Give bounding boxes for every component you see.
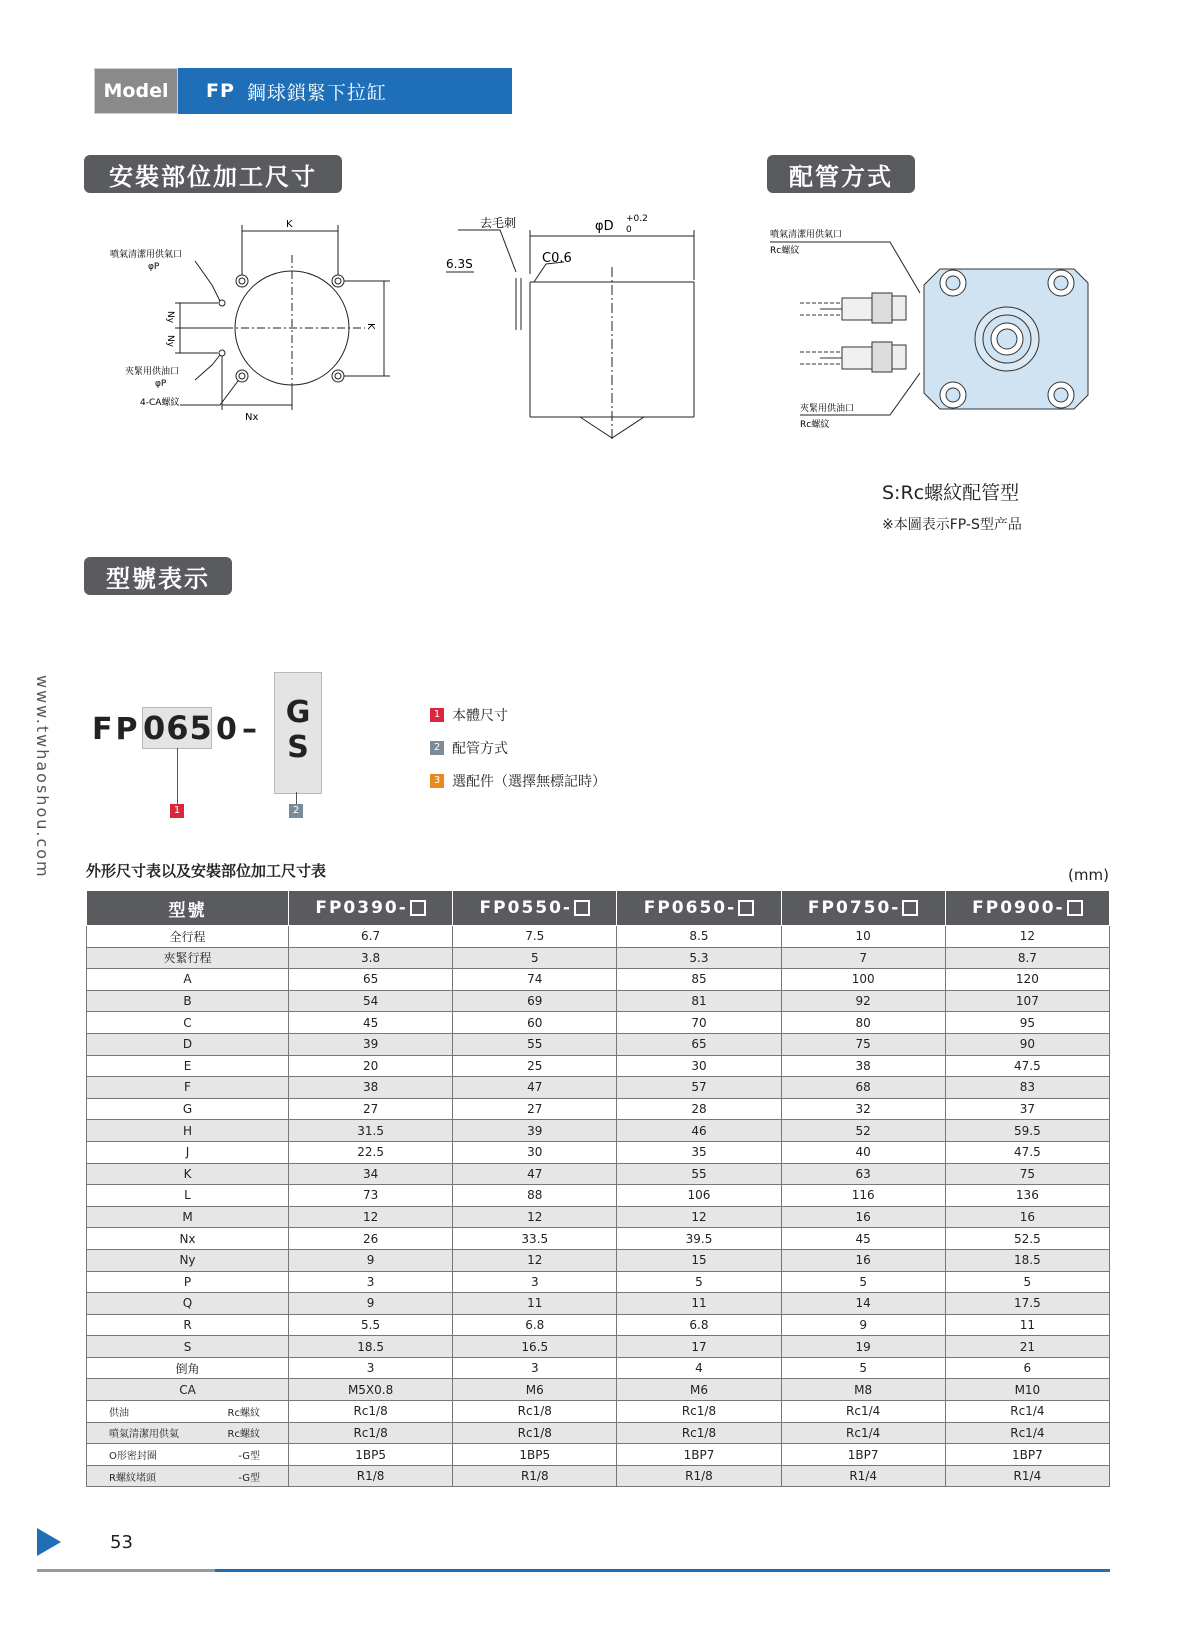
table-cell: 107 xyxy=(945,990,1109,1012)
table-cell: 4 xyxy=(617,1357,781,1379)
table-cell: 11 xyxy=(617,1293,781,1315)
header-fp0750 xyxy=(781,891,945,926)
table-cell: 8.7 xyxy=(945,947,1109,969)
table-cell: 17 xyxy=(617,1336,781,1358)
row-type: Rc螺紋 xyxy=(199,1401,289,1423)
header-fp0650 xyxy=(617,891,781,926)
section-install: 安裝部位加工尺寸 xyxy=(84,155,342,193)
table-cell: 70 xyxy=(617,1012,781,1034)
label-phi-p2: φP xyxy=(155,379,167,389)
table-cell: 90 xyxy=(945,1033,1109,1055)
table-cell: 16 xyxy=(781,1249,945,1271)
legend-item-1 xyxy=(430,705,606,725)
table-cell: 45 xyxy=(289,1012,453,1034)
piping-caption: S:Rc螺紋配管型 xyxy=(882,482,1020,504)
table-cell: 3 xyxy=(289,1271,453,1293)
table-cell: 30 xyxy=(617,1055,781,1077)
table-cell: 75 xyxy=(781,1033,945,1055)
row-label: Nx xyxy=(87,1228,289,1250)
table-cell: 80 xyxy=(781,1012,945,1034)
table-cell: 1BP7 xyxy=(945,1444,1109,1466)
table-cell: 39 xyxy=(289,1033,453,1055)
label-chamfer: C0.6 xyxy=(542,251,572,266)
row-label: Ny xyxy=(87,1249,289,1271)
table-row xyxy=(87,1336,1110,1358)
designation-prefix: FP xyxy=(92,712,141,747)
header-fp0390 xyxy=(289,891,453,926)
row-label: M xyxy=(87,1206,289,1228)
row-label: J xyxy=(87,1141,289,1163)
table-row xyxy=(87,947,1110,969)
piping-drawing xyxy=(770,225,1100,450)
row-label: B xyxy=(87,990,289,1012)
table-cell: R1/8 xyxy=(617,1465,781,1487)
placeholder-box-icon xyxy=(902,900,918,916)
legend-text-1: 本體尺寸 xyxy=(452,708,508,724)
table-cell: 37 xyxy=(945,1098,1109,1120)
table-cell: 17.5 xyxy=(945,1293,1109,1315)
table-cell: 12 xyxy=(289,1206,453,1228)
table-cell: 9 xyxy=(289,1293,453,1315)
legend-badge-3: 3 xyxy=(430,774,444,788)
label-air-thread: Rc螺紋 xyxy=(770,246,800,256)
table-cell: M8 xyxy=(781,1379,945,1401)
table-cell: 55 xyxy=(453,1033,617,1055)
table-row xyxy=(87,1033,1110,1055)
table-cell: 60 xyxy=(453,1012,617,1034)
badge-2: 2 xyxy=(289,804,303,818)
table-cell: 21 xyxy=(945,1336,1109,1358)
table-row xyxy=(87,1055,1110,1077)
table-row xyxy=(87,1357,1110,1379)
row-type: -G型 xyxy=(199,1444,289,1466)
footer-rule-gray xyxy=(37,1569,215,1572)
table-cell: 3.8 xyxy=(289,947,453,969)
table-cell: 20 xyxy=(289,1055,453,1077)
legend-badge-2: 2 xyxy=(430,741,444,755)
table-cell: 6.8 xyxy=(453,1314,617,1336)
row-label: C xyxy=(87,1012,289,1034)
table-cell: 3 xyxy=(453,1271,617,1293)
table-cell: M5X0.8 xyxy=(289,1379,453,1401)
table-cell: 38 xyxy=(781,1055,945,1077)
table-cell: 18.5 xyxy=(289,1336,453,1358)
table-row xyxy=(87,1163,1110,1185)
row-label: A xyxy=(87,969,289,991)
model-name: 鋼球鎖緊下拉缸 xyxy=(246,81,387,104)
table-row xyxy=(87,1465,1110,1487)
table-cell: 5 xyxy=(945,1271,1109,1293)
table-unit: (mm) xyxy=(1068,866,1109,884)
table-cell: 16 xyxy=(945,1206,1109,1228)
header-fp0900-label: FP0900- xyxy=(972,898,1065,918)
table-cell: 47.5 xyxy=(945,1141,1109,1163)
table-cell: M10 xyxy=(945,1379,1109,1401)
section-designation: 型號表示 xyxy=(84,557,232,595)
table-cell: 27 xyxy=(453,1098,617,1120)
table-cell: 38 xyxy=(289,1077,453,1099)
table-cell: 15 xyxy=(617,1249,781,1271)
table-cell: 6.8 xyxy=(617,1314,781,1336)
row-type: Rc螺紋 xyxy=(199,1422,289,1444)
table-row xyxy=(87,1228,1110,1250)
table-row xyxy=(87,1314,1110,1336)
table-cell: 74 xyxy=(453,969,617,991)
table-row xyxy=(87,1444,1110,1466)
mounting-drawing xyxy=(100,215,400,430)
table-cell: 47.5 xyxy=(945,1055,1109,1077)
label-clamp-thread: Rc螺紋 xyxy=(800,420,830,430)
table-row xyxy=(87,1249,1110,1271)
table-cell: 27 xyxy=(289,1098,453,1120)
table-cell: 136 xyxy=(945,1185,1109,1207)
table-row xyxy=(87,1422,1110,1444)
table-row xyxy=(87,1271,1110,1293)
label-roughness: 6.3S xyxy=(446,257,473,271)
row-label: L xyxy=(87,1185,289,1207)
table-cell: Rc1/8 xyxy=(289,1422,453,1444)
table-row xyxy=(87,1379,1110,1401)
model-title xyxy=(178,68,387,114)
table-row xyxy=(87,1206,1110,1228)
table-cell: 32 xyxy=(781,1098,945,1120)
designation-opt-g: G xyxy=(285,695,311,730)
table-cell: Rc1/8 xyxy=(453,1401,617,1423)
dim-k-top: K xyxy=(286,219,293,230)
table-cell: 1BP5 xyxy=(289,1444,453,1466)
tol-lower: 0 xyxy=(626,225,632,235)
table-row xyxy=(87,1401,1110,1423)
table-cell: 26 xyxy=(289,1228,453,1250)
table-cell: Rc1/4 xyxy=(945,1422,1109,1444)
table-row xyxy=(87,969,1110,991)
table-cell: Rc1/4 xyxy=(781,1422,945,1444)
page-arrow-icon xyxy=(37,1528,63,1556)
table-cell: 73 xyxy=(289,1185,453,1207)
table-cell: 116 xyxy=(781,1185,945,1207)
table-cell: 83 xyxy=(945,1077,1109,1099)
dim-ny1: Ny xyxy=(165,311,175,324)
table-cell: 88 xyxy=(453,1185,617,1207)
table-cell: 63 xyxy=(781,1163,945,1185)
designation-suffix: 0 xyxy=(216,712,237,747)
row-type: -G型 xyxy=(199,1465,289,1487)
table-cell: 52 xyxy=(781,1120,945,1142)
table-cell: 46 xyxy=(617,1120,781,1142)
label-ca-thread: 4-CA螺紋 xyxy=(140,398,180,408)
table-cell: R1/8 xyxy=(453,1465,617,1487)
row-label: E xyxy=(87,1055,289,1077)
dim-nx: Nx xyxy=(245,412,259,423)
table-cell: 11 xyxy=(453,1293,617,1315)
row-label: F xyxy=(87,1077,289,1099)
table-cell: 45 xyxy=(781,1228,945,1250)
dim-ny2: Ny xyxy=(165,335,175,348)
table-cell: 34 xyxy=(289,1163,453,1185)
table-cell: 7.5 xyxy=(453,926,617,948)
table-cell: 5 xyxy=(453,947,617,969)
header-fp0550 xyxy=(453,891,617,926)
row-label: O形密封圈 xyxy=(87,1444,199,1466)
table-cell: 12 xyxy=(617,1206,781,1228)
header-model: 型號 xyxy=(87,891,289,926)
table-cell: 65 xyxy=(289,969,453,991)
table-cell: 85 xyxy=(617,969,781,991)
table-cell: 5.5 xyxy=(289,1314,453,1336)
row-label: D xyxy=(87,1033,289,1055)
table-cell: 106 xyxy=(617,1185,781,1207)
header-fp0390-label: FP0390- xyxy=(315,898,408,918)
row-label: 夾緊行程 xyxy=(87,947,289,969)
table-cell: 12 xyxy=(453,1206,617,1228)
table-cell: 35 xyxy=(617,1141,781,1163)
table-cell: 19 xyxy=(781,1336,945,1358)
table-cell: 75 xyxy=(945,1163,1109,1185)
row-label: 供油 xyxy=(87,1401,199,1423)
table-cell: 54 xyxy=(289,990,453,1012)
piping-note: ※本圖表示FP-S型产品 xyxy=(882,517,1022,533)
label-phi-p1: φP xyxy=(148,262,160,272)
table-cell: 100 xyxy=(781,969,945,991)
row-label: CA xyxy=(87,1379,289,1401)
table-cell: 92 xyxy=(781,990,945,1012)
row-label: 全行程 xyxy=(87,926,289,948)
footer-rule-blue xyxy=(215,1569,1110,1572)
row-label: Q xyxy=(87,1293,289,1315)
table-cell: 1BP7 xyxy=(617,1444,781,1466)
table-cell: 3 xyxy=(453,1357,617,1379)
row-label: 倒角 xyxy=(87,1357,289,1379)
table-row xyxy=(87,1185,1110,1207)
table-cell: 9 xyxy=(289,1249,453,1271)
legend-text-3: 選配件（選擇無標記時） xyxy=(452,774,606,790)
designation-legend xyxy=(430,705,606,804)
designation-option-box xyxy=(274,672,322,794)
table-cell: Rc1/8 xyxy=(453,1422,617,1444)
side-url: www.twhaoshou.com xyxy=(33,675,52,879)
section-piping: 配管方式 xyxy=(767,155,915,193)
table-cell: 1BP7 xyxy=(781,1444,945,1466)
table-cell: Rc1/4 xyxy=(945,1401,1109,1423)
table-cell: 28 xyxy=(617,1098,781,1120)
badge-1: 1 xyxy=(170,804,184,818)
table-cell: Rc1/8 xyxy=(617,1422,781,1444)
leader-1 xyxy=(177,748,178,804)
table-cell: 14 xyxy=(781,1293,945,1315)
designation-dash: – xyxy=(242,712,257,747)
table-cell: 8.5 xyxy=(617,926,781,948)
row-label: H xyxy=(87,1120,289,1142)
table-row xyxy=(87,1077,1110,1099)
table-cell: 16 xyxy=(781,1206,945,1228)
table-cell: M6 xyxy=(453,1379,617,1401)
header-fp0550-label: FP0550- xyxy=(479,898,572,918)
table-title: 外形尺寸表以及安裝部位加工尺寸表 xyxy=(86,862,327,880)
row-label: R螺紋堵頭 xyxy=(87,1465,199,1487)
row-label: R xyxy=(87,1314,289,1336)
page-number: 53 xyxy=(110,1532,133,1553)
table-cell: 81 xyxy=(617,990,781,1012)
table-row xyxy=(87,1141,1110,1163)
dim-k-side: K xyxy=(365,323,376,330)
table-cell: 95 xyxy=(945,1012,1109,1034)
table-cell: 5 xyxy=(781,1271,945,1293)
table-cell: 47 xyxy=(453,1163,617,1185)
legend-badge-1: 1 xyxy=(430,708,444,722)
legend-text-2: 配管方式 xyxy=(452,741,508,757)
table-cell: Rc1/4 xyxy=(781,1401,945,1423)
table-cell: 5 xyxy=(617,1271,781,1293)
table-cell: 52.5 xyxy=(945,1228,1109,1250)
table-cell: 9 xyxy=(781,1314,945,1336)
table-cell: 39 xyxy=(453,1120,617,1142)
table-cell: 10 xyxy=(781,926,945,948)
table-cell: 120 xyxy=(945,969,1109,991)
table-cell: 39.5 xyxy=(617,1228,781,1250)
table-cell: 68 xyxy=(781,1077,945,1099)
table-cell: Rc1/8 xyxy=(617,1401,781,1423)
table-cell: Rc1/8 xyxy=(289,1401,453,1423)
label-clamp-port: 夾緊用供油口 xyxy=(125,367,180,377)
table-cell: 5.3 xyxy=(617,947,781,969)
table-cell: 33.5 xyxy=(453,1228,617,1250)
table-cell: 30 xyxy=(453,1141,617,1163)
table-cell: 6 xyxy=(945,1357,1109,1379)
table-cell: 12 xyxy=(945,926,1109,948)
table-cell: M6 xyxy=(617,1379,781,1401)
table-row xyxy=(87,926,1110,948)
legend-item-2 xyxy=(430,738,606,758)
header-fp0900 xyxy=(945,891,1109,926)
table-cell: 40 xyxy=(781,1141,945,1163)
table-row xyxy=(87,1293,1110,1315)
table-header-row xyxy=(87,891,1110,926)
designation-opt-s: S xyxy=(287,730,309,765)
leader-2 xyxy=(296,792,297,804)
row-label: 噴氣清潔用供氣 xyxy=(87,1422,199,1444)
table-row xyxy=(87,1098,1110,1120)
table-cell: 1BP5 xyxy=(453,1444,617,1466)
legend-item-3 xyxy=(430,771,606,791)
row-label: P xyxy=(87,1271,289,1293)
dim-phi-d: φD xyxy=(595,219,614,234)
model-code: FP xyxy=(206,80,235,102)
table-cell: 25 xyxy=(453,1055,617,1077)
table-cell: 69 xyxy=(453,990,617,1012)
tol-upper: +0.2 xyxy=(626,214,648,224)
header-fp0750-label: FP0750- xyxy=(807,898,901,918)
label-clamp-port-r: 夾緊用供油口 xyxy=(800,404,855,414)
table-row xyxy=(87,1012,1110,1034)
table-cell: 22.5 xyxy=(289,1141,453,1163)
table-cell: 3 xyxy=(289,1357,453,1379)
table-cell: R1/4 xyxy=(945,1465,1109,1487)
table-cell: 6.7 xyxy=(289,926,453,948)
label-air-port-r: 噴氣清潔用供氣口 xyxy=(770,230,843,240)
spec-table-body xyxy=(87,926,1110,1487)
label-air-port: 噴氣清潔用供氣口 xyxy=(110,250,183,260)
row-label: K xyxy=(87,1163,289,1185)
placeholder-box-icon xyxy=(738,900,754,916)
table-cell: 31.5 xyxy=(289,1120,453,1142)
header-fp0650-label: FP0650- xyxy=(643,898,737,918)
bore-drawing xyxy=(430,212,700,442)
table-cell: 7 xyxy=(781,947,945,969)
model-tag: Model xyxy=(94,68,178,114)
table-row xyxy=(87,1120,1110,1142)
placeholder-box-icon xyxy=(1067,900,1083,916)
table-cell: 59.5 xyxy=(945,1120,1109,1142)
table-cell: R1/8 xyxy=(289,1465,453,1487)
table-cell: 57 xyxy=(617,1077,781,1099)
table-row xyxy=(87,990,1110,1012)
placeholder-box-icon xyxy=(574,900,590,916)
table-cell: 5 xyxy=(781,1357,945,1379)
table-cell: 65 xyxy=(617,1033,781,1055)
spec-table xyxy=(86,890,1110,1487)
row-label: G xyxy=(87,1098,289,1120)
table-cell: 11 xyxy=(945,1314,1109,1336)
table-cell: 16.5 xyxy=(453,1336,617,1358)
table-cell: 18.5 xyxy=(945,1249,1109,1271)
table-cell: 47 xyxy=(453,1077,617,1099)
label-deburr: 去毛刺 xyxy=(480,216,517,230)
row-label: S xyxy=(87,1336,289,1358)
placeholder-box-icon xyxy=(410,900,426,916)
designation-size: 065 xyxy=(143,709,213,747)
table-cell: 55 xyxy=(617,1163,781,1185)
table-cell: 12 xyxy=(453,1249,617,1271)
table-cell: R1/4 xyxy=(781,1465,945,1487)
model-banner xyxy=(94,68,512,114)
